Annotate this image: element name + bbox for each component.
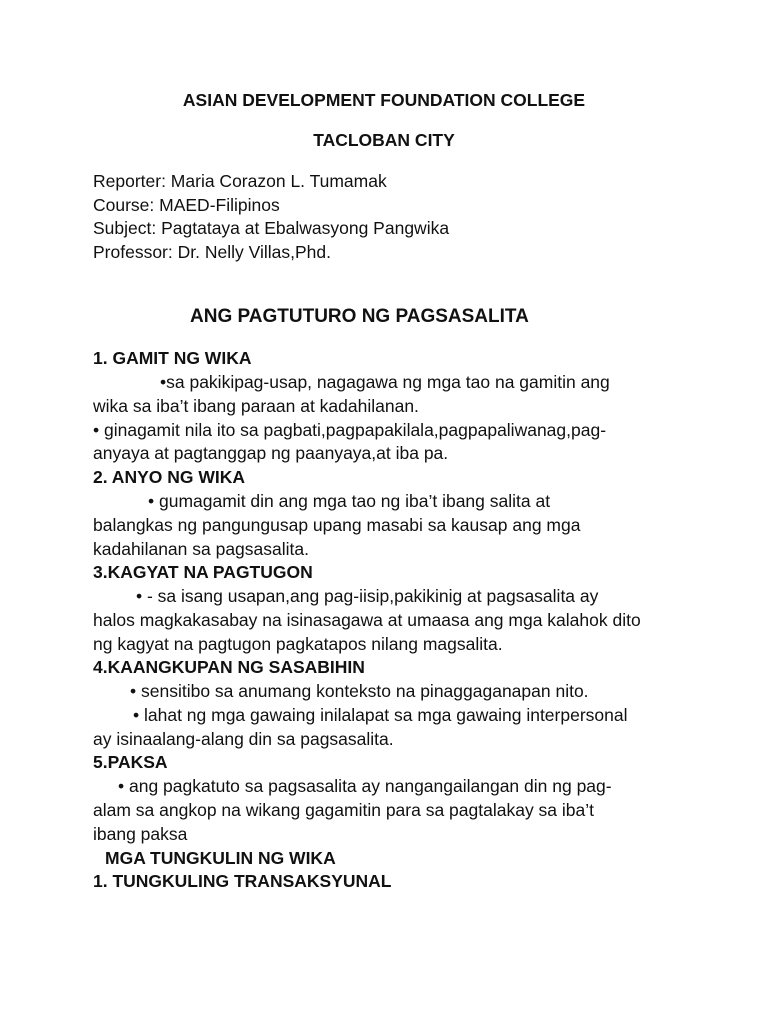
section-2-line: • gumagamit din ang mga tao ng iba’t ibang salita at (148, 491, 551, 511)
section-1-heading: 1. GAMIT NG WIKA (93, 348, 252, 368)
section-2-line: balangkas ng pangungusap upang masabi sa kausap ang mga (93, 515, 581, 535)
section-3-heading: 3.KAGYAT NA PAGTUGON (93, 562, 313, 582)
tungkulin-heading: MGA TUNGKULIN NG WIKA (105, 848, 336, 868)
section-1-line: • ginagamit nila ito sa pagbati,pagpapakilala,pagpapaliwanag,pag- (93, 420, 607, 440)
section-4-line: ay isinaalang-alang din sa pagsasalita. (93, 729, 394, 749)
professor-line: Professor: Dr. Nelly Villas,Phd. (93, 242, 331, 262)
tungkulin-first-item: 1. TUNGKULING TRANSAKSYUNAL (93, 871, 392, 891)
course-line: Course: MAED-Filipinos (93, 195, 280, 215)
document-title: ANG PAGTUTURO NG PAGSASALITA (190, 306, 529, 327)
college-name: ASIAN DEVELOPMENT FOUNDATION COLLEGE (182, 90, 586, 110)
section-4-heading: 4.KAANGKUPAN NG SASABIHIN (93, 657, 365, 677)
section-5-line: ibang paksa (93, 824, 188, 844)
section-3-line: • - sa isang usapan,ang pag-iisip,pakikinig at pagsasalita ay (136, 586, 599, 606)
subject-line: Subject: Pagtataya at Ebalwasyong Pangwika (93, 218, 450, 238)
section-1-line: wika sa iba’t ibang paraan at kadahilanan. (93, 396, 419, 416)
reporter-line: Reporter: Maria Corazon L. Tumamak (93, 171, 387, 191)
section-5-line: • ang pagkatuto sa pagsasalita ay nangangailangan din ng pag- (118, 776, 612, 796)
section-3-line: ng kagyat na pagtugon pagkatapos nilang magsalita. (93, 634, 503, 654)
college-city: TACLOBAN CITY (313, 130, 455, 150)
section-1-line: anyaya at pagtanggap ng paanyaya,at iba pa. (93, 443, 449, 463)
section-4-line: • lahat ng mga gawaing inilalapat sa mga gawaing interpersonal (133, 705, 628, 725)
section-5-line: alam sa angkop na wikang gagamitin para sa pagtalakay sa iba’t (93, 800, 595, 820)
section-2-heading: 2. ANYO NG WIKA (93, 467, 245, 487)
section-5-heading: 5.PAKSA (93, 752, 168, 772)
section-4-line: • sensitibo sa anumang konteksto na pinaggaganapan nito. (130, 681, 589, 701)
section-3-line: halos magkakasabay na isinasagawa at umaasa ang mga kalahok dito (93, 610, 641, 630)
section-2-line: kadahilanan sa pagsasalita. (93, 539, 309, 559)
section-1-line: •sa pakikipag-usap, nagagawa ng mga tao na gamitin ang (160, 372, 610, 392)
